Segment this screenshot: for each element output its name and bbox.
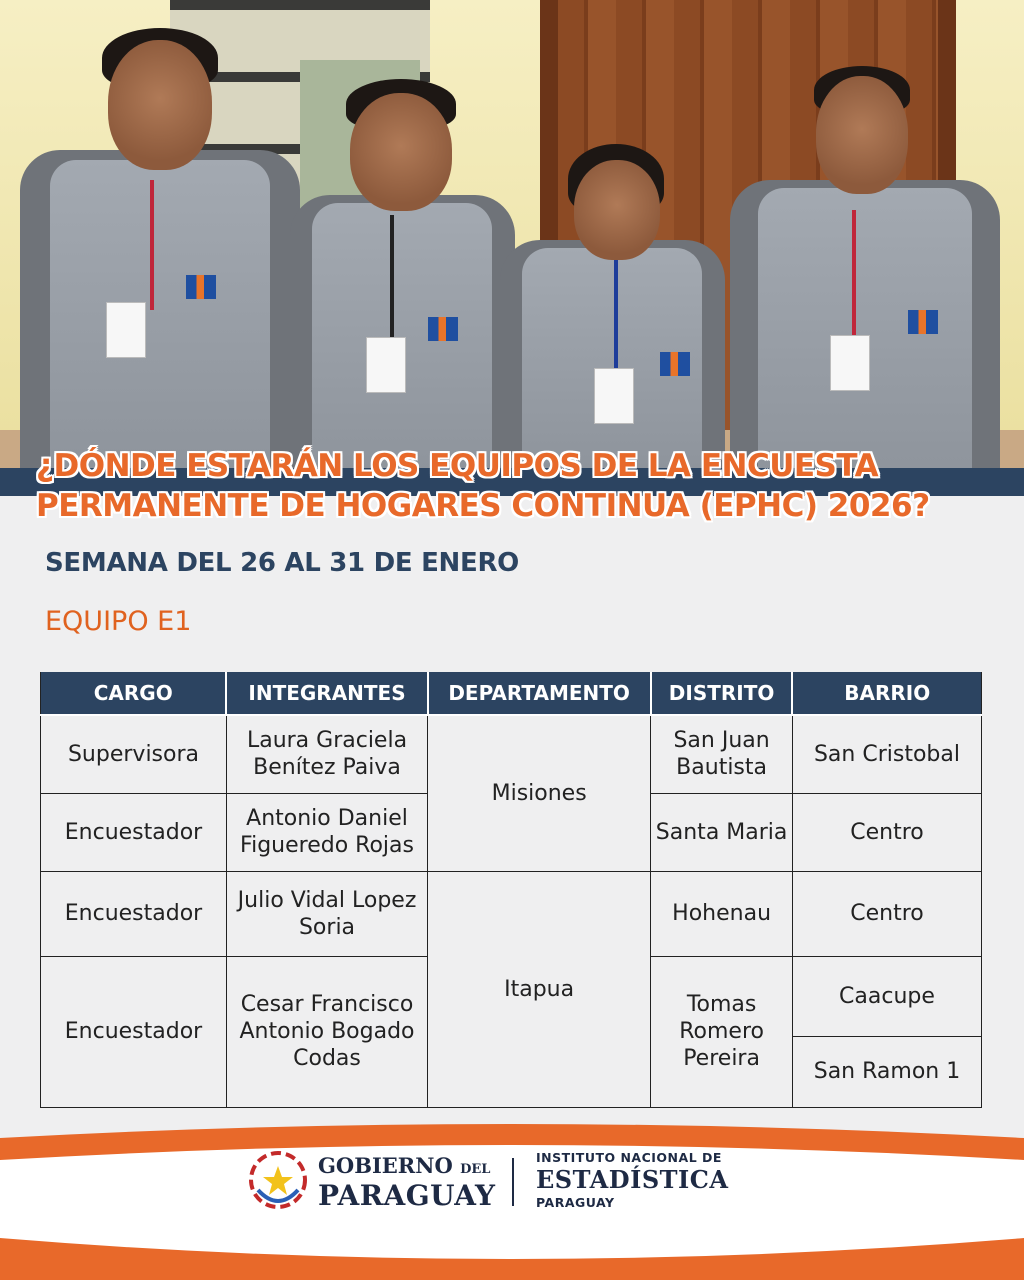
cell-barrio: Caacupe	[792, 956, 981, 1036]
header-barrio: BARRIO	[792, 672, 981, 715]
page-title	[36, 446, 996, 526]
team-table	[40, 672, 982, 1108]
cell-distrito: Hohenau	[651, 871, 793, 956]
ine-logo	[536, 1150, 728, 1210]
table-header-row	[41, 672, 982, 715]
header-cargo: CARGO	[41, 672, 227, 715]
title-line-2: PERMANENTE DE HOGARES CONTINUA (EPHC) 2026?	[36, 488, 930, 524]
cell-distrito: Tomas Romero Pereira	[651, 956, 793, 1107]
week-label: SEMANA DEL 26 AL 31 DE ENERO	[45, 548, 519, 578]
cell-integrante: Laura Graciela Benítez Paiva	[226, 715, 427, 793]
paraguay-seal-icon	[248, 1150, 308, 1210]
cell-integrante: Antonio Daniel Figueredo Rojas	[226, 793, 427, 871]
person-4	[730, 60, 1000, 470]
cell-barrio: San Ramon 1	[792, 1036, 981, 1107]
cell-barrio: San Cristobal	[792, 715, 981, 793]
header-departamento: DEPARTAMENTO	[428, 672, 651, 715]
cell-barrio: Centro	[792, 793, 981, 871]
cell-distrito: San Juan Bautista	[651, 715, 793, 793]
team-label: EQUIPO E1	[45, 606, 192, 637]
cell-departamento: Itapua	[428, 871, 651, 1107]
gobierno-text	[318, 1154, 496, 1210]
cell-cargo: Encuestador	[41, 871, 227, 956]
logo-divider	[512, 1158, 514, 1206]
gobierno-word: GOBIERNO	[318, 1153, 453, 1178]
ine-line-1: INSTITUTO NACIONAL DE	[536, 1150, 722, 1165]
title-line-1: ¿DÓNDE ESTARÁN LOS EQUIPOS DE LA ENCUESTA	[36, 448, 879, 484]
header-integrantes: INTEGRANTES	[226, 672, 427, 715]
cell-cargo: Encuestador	[41, 793, 227, 871]
government-logo	[248, 1150, 728, 1212]
cell-departamento: Misiones	[428, 715, 651, 871]
person-3	[500, 140, 725, 470]
cell-cargo: Encuestador	[41, 956, 227, 1107]
person-2	[290, 75, 515, 470]
cell-cargo: Supervisora	[41, 715, 227, 793]
table-row	[41, 715, 982, 793]
team-photo	[0, 0, 1024, 470]
del-word: DEL	[460, 1162, 491, 1177]
table-row	[41, 871, 982, 956]
paraguay-word: PARAGUAY	[318, 1179, 496, 1212]
cell-integrante: Cesar Francisco Antonio Bogado Codas	[226, 956, 427, 1107]
person-1	[20, 30, 300, 470]
ine-line-2: ESTADÍSTICA	[536, 1165, 729, 1194]
cell-barrio: Centro	[792, 871, 981, 956]
ine-line-3: PARAGUAY	[536, 1195, 615, 1210]
cell-integrante: Julio Vidal Lopez Soria	[226, 871, 427, 956]
cell-distrito: Santa Maria	[651, 793, 793, 871]
header-distrito: DISTRITO	[651, 672, 793, 715]
